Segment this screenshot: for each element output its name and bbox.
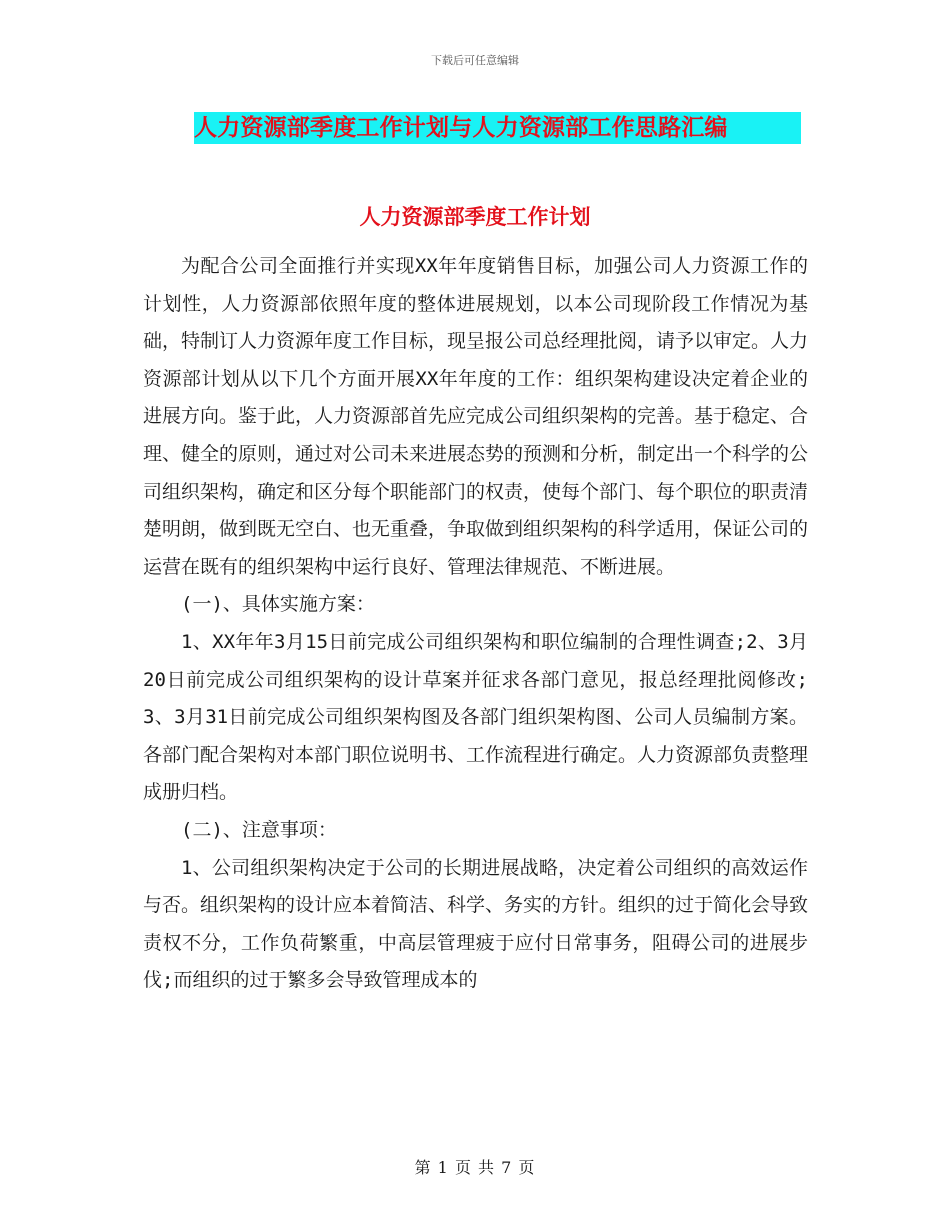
page-number: 第 1 页 共 7 页 — [414, 1158, 536, 1177]
subheading-implementation: (一)、具体实施方案： — [181, 593, 375, 616]
subheading-notes: (二)、注意事项： — [181, 818, 337, 841]
document-body — [143, 248, 808, 1000]
paragraph-intro: 为配合公司全面推行并实现XX年年度销售目标，加强公司人力资源工作的计划性，人力资源部依照年度的整体进展规划，以本公司现阶段工作情况为基础，特制订人力资源年度工作目标，现呈报公司总经理批阅，请予以审定。人力资源部计划从以下几个方面开展XX年年度的工作：组织架构建设决定着企业的进展方向。鉴于此，人力资源部首先应完成公司组织架构的完善。基于稳定、合理、健全的原则，通过对公司未来进展态势的预测和分析，制定出一个科学的公司组织架构，确定和区分每个职能部门的权责，使每个部门、每个职位的职责清楚明朗，做到既无空白、也无重叠，争取做到组织架构的科学适用，保证公司的运营在既有的组织架构中运行良好、管理法律规范、不断进展。 — [143, 255, 809, 578]
paragraph-implementation: 1、XX年年3月15日前完成公司组织架构和职位编制的合理性调查;2、3月20日前完成公司组织架构的设计草案并征求各部门意见，报总经理批阅修改;3、3月31日前完成公司组织架构图及各部门组织架构图、公司人员编制方案。各部门配合架构对本部门职位说明书、工作流程进行确定。人力资源部负责整理成册归档。 — [143, 630, 809, 804]
section-title: 人力资源部季度工作计划 — [359, 205, 591, 229]
document-title-highlight — [194, 112, 801, 144]
document-title: 人力资源部季度工作计划与人力资源部工作思路汇编 — [194, 115, 728, 141]
paragraph-notes: 1、公司组织架构决定于公司的长期进展战略，决定着公司组织的高效运作与否。组织架构的设计应本着简洁、科学、务实的方针。组织的过于简化会导致责权不分，工作负荷繁重，中高层管理疲于应付日常事务，阻碍公司的进展步伐;而组织的过于繁多会导致管理成本的 — [143, 856, 809, 992]
header-note: 下载后可任意编辑 — [431, 54, 519, 67]
